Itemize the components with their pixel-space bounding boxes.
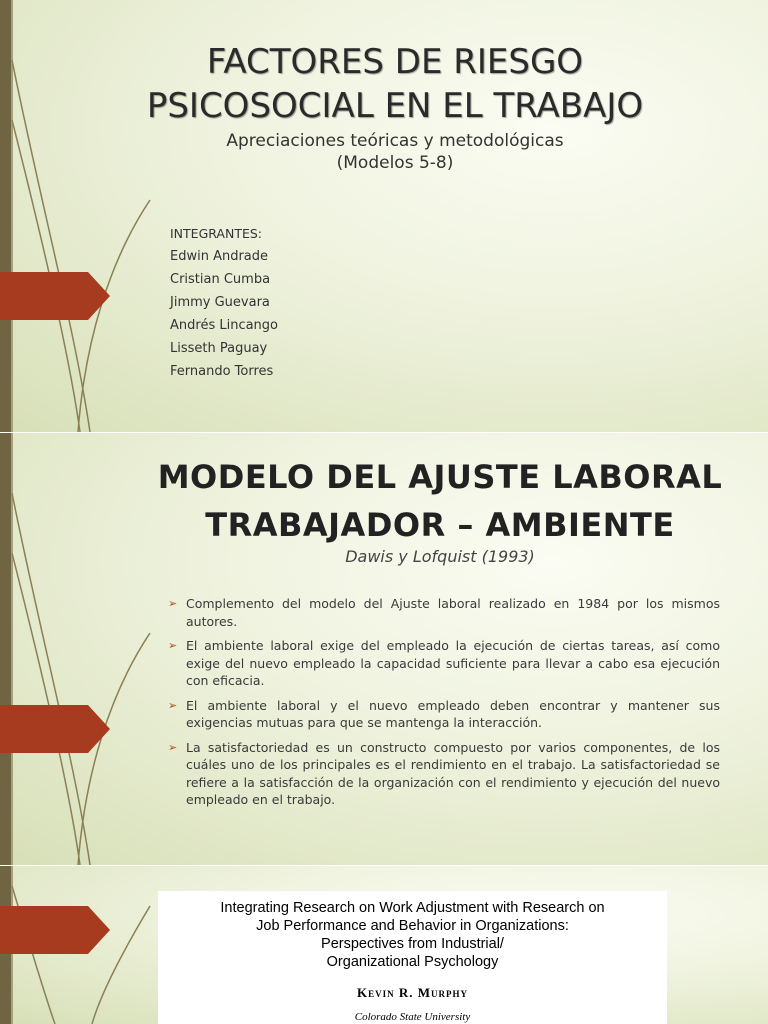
bullet-list bbox=[168, 595, 720, 816]
slide-model bbox=[0, 433, 768, 865]
section-title: MODELO DEL AJUSTE LABORAL TRABAJADOR – AMBIENTE bbox=[157, 458, 723, 544]
member-name: Lisseth Paguay bbox=[170, 341, 268, 356]
decorative-curves bbox=[0, 433, 160, 865]
arrow-bullet-icon: ➢ bbox=[168, 698, 178, 712]
arrow-bullet-icon: ➢ bbox=[168, 639, 178, 652]
members-label: INTEGRANTES: bbox=[170, 226, 263, 241]
members-list bbox=[170, 222, 278, 383]
arrow-bullet-icon: ➢ bbox=[168, 740, 178, 754]
page-title: FACTORES DE RIESGO PSICOSOCIAL EN EL TRABAJO bbox=[146, 42, 644, 126]
accent-arrow-tab bbox=[0, 272, 110, 320]
member-name: Andrés Lincango bbox=[170, 318, 278, 333]
accent-arrow-tab bbox=[0, 705, 110, 753]
member-name: Cristian Cumba bbox=[170, 272, 271, 287]
list-item: ➢ Complemento del modelo del Ajuste laboral realizado en 1984 por los mismos autores. bbox=[168, 596, 720, 629]
member-name: Fernando Torres bbox=[170, 364, 274, 379]
page-subtitle: Apreciaciones teóricas y metodológicas (Modelos 5-8) bbox=[226, 131, 564, 173]
paper-title: Integrating Research on Work Adjustment with Research on Job Performance and Behavior in Organizations: Perspectives from Industrial/ Organizational Psychology bbox=[220, 900, 605, 970]
side-bar bbox=[0, 0, 11, 432]
section-authors: Dawis y Lofquist (1993) bbox=[345, 547, 535, 566]
list-item: ➢ La satisfactoriedad es un constructo compuesto por varios componentes, de los cuáles uno de los principales es el rendimiento en el trabajo. La satisfactoriedad se refiere a la satisfacción de la organización con el rendimiento y ejecución del nuevo empleado en el trabajo. bbox=[168, 739, 720, 807]
list-item: ➢ El ambiente laboral y el nuevo empleado deben encontrar y mantener sus exigencias mutuas para que se mantenga la interacción. bbox=[168, 697, 720, 730]
paper-cover-image bbox=[158, 891, 667, 1024]
list-item: ➢ El ambiente laboral exige del empleado la ejecución de ciertas tareas, así como exige del nuevo empleado la capacidad suficiente para llevar a cabo esa ejecución con eficacia. bbox=[168, 638, 720, 688]
member-name: Jimmy Guevara bbox=[170, 295, 270, 310]
side-bar-highlight bbox=[11, 433, 13, 865]
side-bar-highlight bbox=[11, 0, 13, 432]
accent-arrow-tab bbox=[0, 906, 110, 954]
member-name: Edwin Andrade bbox=[170, 249, 269, 264]
side-bar bbox=[0, 433, 11, 865]
paper-author: Kevin R. Murphy bbox=[356, 985, 469, 1000]
arrow-bullet-icon: ➢ bbox=[168, 597, 178, 610]
paper-affiliation: Colorado State University bbox=[354, 1011, 471, 1023]
slide-reference bbox=[0, 866, 768, 1024]
slide-title bbox=[0, 0, 768, 432]
